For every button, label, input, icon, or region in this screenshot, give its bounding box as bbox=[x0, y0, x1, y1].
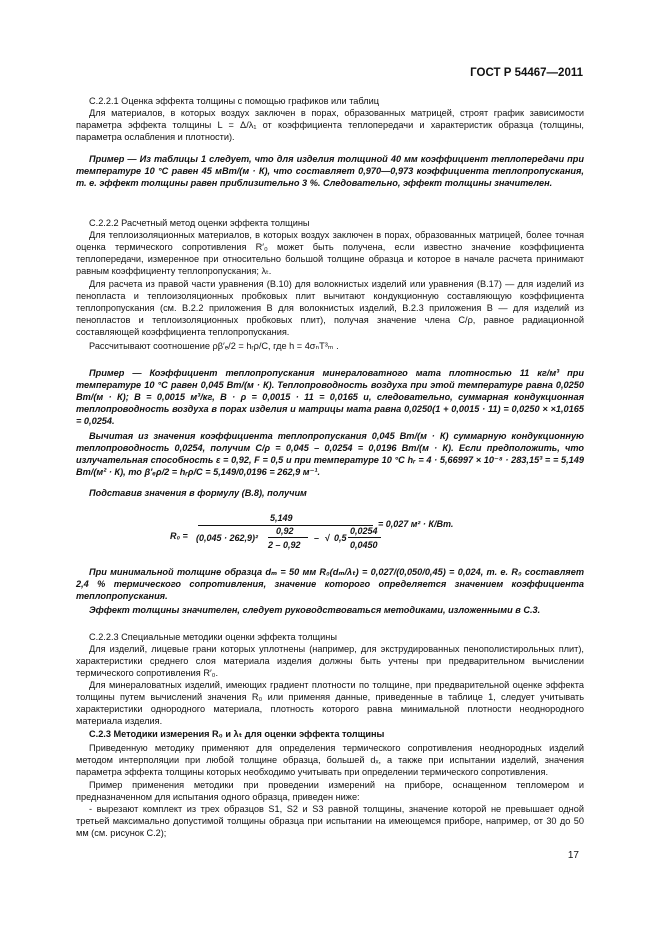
sqrt-icon: √ bbox=[325, 533, 330, 543]
paragraph: Пример применения методики при проведении измерений на приборе, оснащенном тепломером и предназначенном для испытания одного образца, приведен ниже: bbox=[76, 780, 584, 802]
section-heading: С.2.2.3 Специальные методики оценки эффекта толщины bbox=[89, 632, 337, 642]
paragraph: Для материалов, в которых воздух заключен в порах, образованных матрицей, строят график зависимости параметра эффекта толщины L = Δ/λ₁ от коэффициента теплопередачи и характеристик образца (толщины, параметра ослабления и плотности). bbox=[76, 108, 584, 142]
example-paragraph: Подставив значения в формулу (В.8), получим bbox=[89, 488, 307, 498]
paragraph: Для изделий, лицевые грани которых уплотнены (например, для экструдированных пенополистирольных плит), характеристики среднего слоя материала изделия должны быть учтены при предварительном вычислении термического сопротивления R′₀. bbox=[76, 644, 584, 678]
formula-s-den: 0,0450 bbox=[350, 540, 378, 550]
paragraph: Рассчитывают соотношение ρβ′ₑ/2 = hᵣρ/C, где h = 4σₙT³ₘ . bbox=[89, 341, 339, 351]
fraction-bar bbox=[268, 537, 308, 538]
paragraph: Для теплоизоляционных материалов, в которых воздух заключен в порах, образованных матрицей, более точная оценка термического сопротивления R′₀ может быть получена, если известно значение коэффициента теплопередачи, измеренное при относительно большой толщине образца и которое в начале расчета принимают равным коэффициенту теплопропускания; λₜ. bbox=[76, 230, 584, 276]
formula-f-den: 2 – 0,92 bbox=[268, 540, 301, 550]
formula-sqrt-pre: 0,5 bbox=[334, 533, 347, 543]
section-heading: С.2.2.2 Расчетный метод оценки эффекта толщины bbox=[89, 218, 310, 228]
example-paragraph: Пример — Коэффициент теплопропускания минераловатного мата плотностью 11 кг/м³ при температуре 10 °С равен 0,045 Вт/(м · К). Теплопроводность воздуха при этой температуре равна 0,0250 Вт/(м · К); B = 0,0015 м³/кг, B · ρ = 0,0015 · 11 = 0,0165 и, следовательно, суммарная кондукционная теплопроводность воздуха в порах изделия и матрицы мата равна 0,0250(1 + 0,0015 · 11) = 0,0250 × ×1,0165 = 0,0254. bbox=[76, 368, 584, 426]
example-paragraph: При минимальной толщине образца dₘ = 50 мм R₀(dₘ/λₜ) = 0,027/(0,050/0,45) = 0,024, т. е. R₀ составляет 2,4 % термического сопротивления, значение которого определяется значением коэффициента теплопропускания. bbox=[76, 567, 584, 601]
formula-denominator-a: (0,045 · 262,9)² bbox=[196, 533, 259, 543]
formula-b8 bbox=[170, 512, 500, 560]
example-paragraph: Пример — Из таблицы 1 следует, что для изделия толщиной 40 мм коэффициент теплопередачи при температуре 10 °С равен 45 мВт/(м · К), что составляет 0,970—0,973 коэффициента теплопропускания, т. е. эффект толщины равен приблизительно 3 %. Следовательно, эффект толщины значителен. bbox=[76, 154, 584, 188]
page-number: 17 bbox=[567, 850, 579, 861]
formula-minus: – bbox=[314, 533, 320, 543]
paragraph: Для минераловатных изделий, имеющих градиент плотности по толщине, при предварительной оценке эффекта толщины путем вычислений значения R₀ или применяя данные, приведенные в таблице 1, следует учитывать характеристики однородного материала, плотность которого равна минимальной плотности неоднородного материала изделия. bbox=[76, 680, 584, 726]
formula-s-num: 0,0254 bbox=[350, 526, 378, 536]
formula-numerator: 5,149 bbox=[270, 513, 293, 523]
formula-f-num: 0,92 bbox=[276, 526, 294, 536]
document-header: ГОСТ Р 54467—2011 bbox=[470, 67, 583, 79]
example-paragraph: Эффект толщины значителен, следует руководствоваться методиками, изложенными в С.3. bbox=[89, 605, 541, 615]
list-item: - вырезают комплект из трех образцов S1, S2 и S3 равной толщины, значение которой не превышает одной третьей максимально допустимой толщины образца при испытании на имеющемся приборе, например, от 30 до 50 мм (см. рисунок С.2); bbox=[76, 804, 584, 838]
formula-rhs: = 0,027 м² · К/Вт. bbox=[378, 519, 454, 529]
example-paragraph: Вычитая из значения коэффициента теплопропускания 0,045 Вт/(м · К) суммарную кондукционную теплопроводность 0,0254, получим C/ρ = 0,045 – 0,0254 = 0,0196 Вт/(м · К). Если предположить, что излучательная способность ε = 0,92, F = 0,5 и при температуре 10 °С hᵣ = 4 · 5,66997 × 10⁻⁸ · 283,15³ = = 5,149 Вт/(м² · К), то β′ₑρ/2 = hᵣρ/C = 5,149/0,0196 = 262,9 м⁻¹. bbox=[76, 431, 584, 477]
section-heading: С.2.2.1 Оценка эффекта толщины с помощью графиков или таблиц bbox=[89, 96, 380, 106]
section-heading: С.2.3 Методики измерения R₀ и λₜ для оценки эффекта толщины bbox=[89, 729, 385, 739]
paragraph: Для расчета из правой части уравнения (В.10) для волокнистых изделий или уравнения (В.17) — для изделий из пенопласта и теплоизоляционных пробковых плит вычитают кондукционную составляющую коэффициента теплопропускания (см. В.2.2 приложения В для волокнистых изделий, В.2.3 приложения В — для изделий из пенопластов и теплоизоляционных пробковых плит), получая значение члена C/ρ, равное радиационной составляющей коэффициента теплопропускания. bbox=[76, 279, 584, 337]
paragraph: Приведенную методику применяют для определения термического сопротивления неоднородных изделий методом интерполяции при любой толщине образца, большей dₓ, а также при испытании изделий, значения параметра эффекта толщины которых необходимо учитывать при определении термического сопротивления. bbox=[76, 743, 584, 777]
formula-lhs: R₀ = bbox=[170, 531, 188, 541]
fraction-bar bbox=[348, 537, 381, 538]
